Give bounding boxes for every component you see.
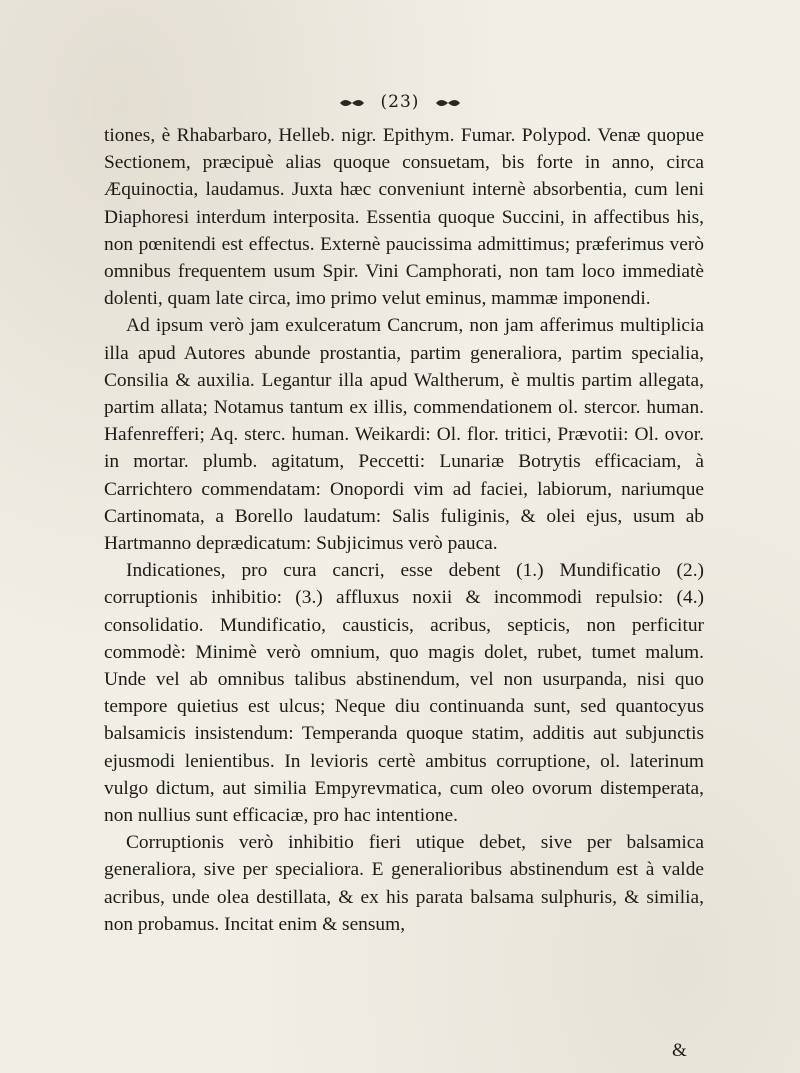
catchword: & [672, 1040, 687, 1061]
paragraph-3: Indicationes, pro cura cancri, esse debent (1.) Mundificatio (2.) corruptionis inhibitio: (3.) affluxus noxii & incommodi repulsio: (4.) consolidatio. Mundificatio, causticis, acribus, septicis, non perficitur commodè: Minimè verò omnium, quo magis dolet, rubet, tumet malum. Unde vel ab omnibus talibus abstinendum, vel non usurpanda, nisi quo tempore quietius est ulcus; Neque diu continuanda sunt, sed quantocyus balsamicis insistendum: Temperanda quoque statim, additis aut subjunctis ejusmodi lenientibus. In levioris certè ambitus corruptione, ol. laterinum vulgo dictum, aut similia Empyrevmatica, cum oleo ovorum distemperata, non nullius sunt efficaciæ, pro hac intentione. [104, 560, 704, 827]
page-header [0, 92, 800, 112]
paragraph-2: Ad ipsum verò jam exulceratum Cancrum, non jam afferimus multiplicia illa apud Autores abunde prostantia, partim generaliora, partim specialia, Consilia & auxilia. Legantur illa apud Waltherum, è multis partim allegata, partim allata; Notamus tantum ex illis, commendationem ol. stercor. human. Hafenrefferi; Aq. sterc. human. Weikardi: Ol. flor. tritici, Prævotii: Ol. ovor. in mortar. plumb. agitatum, Peccetti: Lunariæ Botrytis efficaciam, à Carrichtero commendatam: Onopordi vim ad faciei, labiorum, nariumque Cartinomata, a Borello laudatum: Salis fuliginis, & olei ejus, usum ab Hartmanno deprædicatum: Subjicimus verò pauca. [104, 315, 704, 555]
paragraph-4: Corruptionis verò inhibitio fieri utique debet, sive per balsamica generaliora, sive per specialiora. E generalioribus abstinendum est à valde acribus, unde olea destillata, & ex his parata balsama sulphuris, & similia, non probamus. Incitat enim & sensum, [104, 832, 704, 935]
ornament-left-icon [338, 97, 366, 109]
body-text [104, 122, 704, 938]
page-number: (23) [380, 92, 420, 112]
paragraph-1: tiones, è Rhabarbaro, Helleb. nigr. Epithym. Fumar. Polypod. Venæ quopue Sectionem, præcipuè alias quoque consuetam, bis forte in anno, circa Æquinoctia, laudamus. Juxta hæc conveniunt internè absorbentia, cum leni Diaphoresi interdum interposita. Essentia quoque Succini, in affectibus his, non pœnitendi est effectus. Externè paucissima admittimus; præferimus verò omnibus frequentem usum Spir. Vini Camphorati, non tam loco immediatè dolenti, quam late circa, imo primo velut eminus, mammæ imponendi. [104, 125, 704, 310]
ornament-right-icon [434, 97, 462, 109]
